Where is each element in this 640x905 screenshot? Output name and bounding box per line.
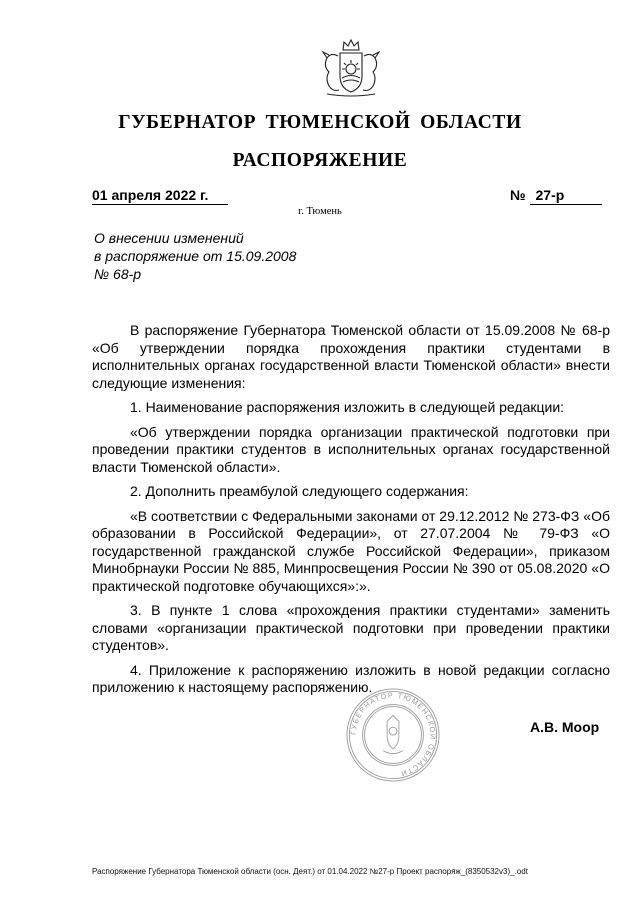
signer-name: А.В. Моор: [530, 719, 600, 735]
document-date: 01 апреля 2022 г.: [92, 187, 228, 205]
issue-city: г. Тюмень: [298, 206, 342, 217]
document-subject: [94, 229, 296, 283]
body-paragraph: 1. Наименование распоряжения изложить в следующей редакции:: [130, 399, 565, 415]
coat-of-arms-icon: [313, 36, 389, 100]
official-seal-icon: [344, 686, 442, 784]
number-label: №: [510, 187, 526, 203]
document-body: [92, 322, 610, 697]
document-type-title: РАСПОРЯЖЕНИЕ: [232, 150, 408, 171]
body-paragraph: «Об утверждении порядка организации практической подготовки при проведении практики студентов в исполнительных органах государственной власти Тюменской области».: [92, 423, 610, 475]
number-value: 27-р: [530, 187, 602, 205]
subject-line: в распоряжение от 15.09.2008: [94, 248, 297, 264]
body-paragraph: В распоряжение Губернатора Тюменской области от 15.09.2008 № 68-р «Об утверждении порядка прохождения практики студентами в исполнительных органах государственной власти Тюменской области» внести следующие изменения:: [92, 322, 610, 391]
body-paragraph: «В соответствии с Федеральными законами от 29.12.2012 № 273-ФЗ «Об образовании в Российской Федерации», от 27.07.2004 № 79-ФЗ «О государственной гражданской службе Российской Федерации», приказом Минобрнауки России № 885, Минпросвещения России № 390 от 05.08.2020 «О практической подготовке обучающихся»:».: [92, 507, 610, 594]
subject-line: № 68-р: [94, 266, 142, 282]
subject-line: О внесении изменений: [94, 230, 244, 246]
document-number: [510, 187, 602, 205]
body-paragraph: 4. Приложение к распоряжению изложить в новой редакции согласно приложению к настоящему распоряжению.: [92, 661, 610, 695]
footer-file-info: Распоряжение Губернатора Тюменской области (осн. Деят.) от 01.04.2022 №27-р Проект распоряж_(8350532v3)_.odt: [92, 867, 528, 876]
body-paragraph: 3. В пункте 1 слова «прохождения практики студентами» заменить словами «организации практической подготовки при проведении практики студентов».: [92, 602, 610, 653]
body-paragraph: 2. Дополнить преамбулой следующего содержания:: [130, 483, 469, 499]
authority-title: ГУБЕРНАТОР ТЮМЕНСКОЙ ОБЛАСТИ: [118, 112, 522, 133]
seal-text: ГУБЕРНАТОР ТЮМЕНСКОЙ ОБЛАСТИ: [348, 690, 438, 779]
